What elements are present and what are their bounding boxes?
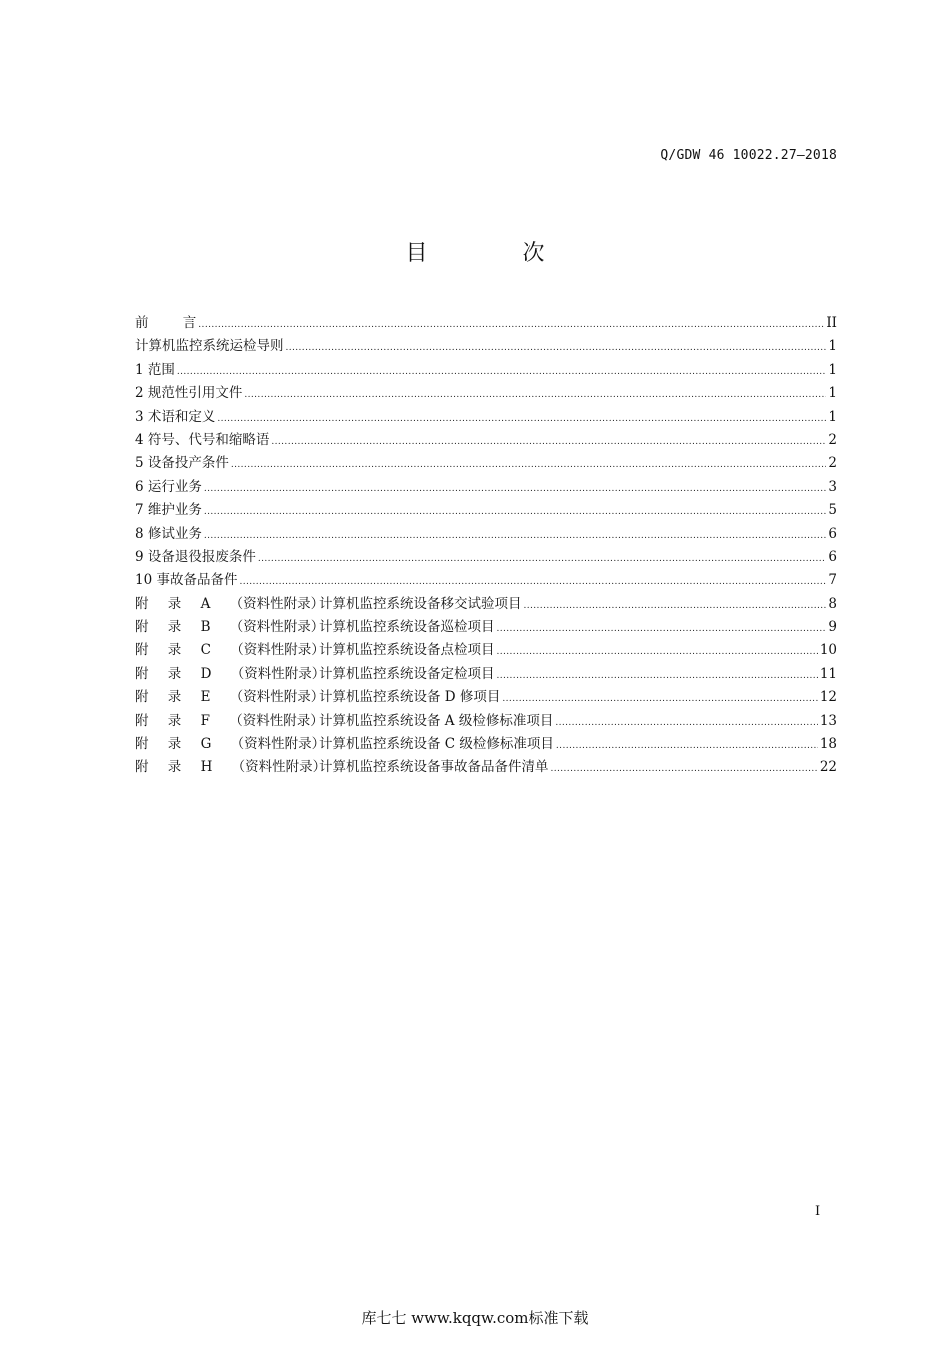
appendix-title: 计算机监控系统设备 D 修项目 <box>319 689 501 706</box>
toc-entry-label <box>135 662 495 682</box>
toc-entry[interactable] <box>135 522 837 545</box>
toc-entry[interactable] <box>135 685 837 708</box>
toc-entry-page: 10 <box>819 642 837 659</box>
toc-dot-leader <box>497 624 827 634</box>
toc-entry[interactable] <box>135 709 837 732</box>
toc-dot-leader <box>556 741 818 751</box>
toc-entry-page: 3 <box>828 478 837 495</box>
appendix-prefix: 附 录 H （资料性附录） <box>135 759 327 776</box>
toc-dot-leader <box>204 531 827 541</box>
toc-entry-label: 9 设备退役报废条件 <box>135 548 256 565</box>
toc-entry[interactable] <box>135 568 837 591</box>
toc-entry[interactable] <box>135 475 837 498</box>
appendix-prefix: 附 录 A （资料性附录） <box>135 595 325 612</box>
toc-entry-page: 13 <box>819 712 837 729</box>
toc-dot-leader <box>231 460 827 470</box>
toc-dot-leader <box>177 367 827 377</box>
toc-entry[interactable] <box>135 732 837 755</box>
toc-entry-label: 6 运行业务 <box>135 478 202 495</box>
toc-entry[interactable] <box>135 615 837 638</box>
toc-entry[interactable] <box>135 498 837 521</box>
toc-entry-page: 11 <box>819 665 837 682</box>
toc-entry-page: II <box>826 315 837 331</box>
appendix-title: 计算机监控系统设备 A 级检修标准项目 <box>319 712 554 729</box>
appendix-title: 计算机监控系统设备事故备品备件清单 <box>319 759 549 776</box>
toc-entry[interactable] <box>135 755 837 778</box>
toc-dot-leader <box>524 601 827 611</box>
toc-dot-leader <box>239 577 826 587</box>
footer-watermark: 库七七 www.kqqw.com标准下载 <box>361 1309 589 1327</box>
toc-entry-label <box>135 638 495 658</box>
toc-entry-label: 1 范围 <box>135 361 175 378</box>
toc-entry[interactable] <box>135 662 837 685</box>
document-code: Q/GDW 46 10022.27—2018 <box>660 148 837 163</box>
toc-entry-label: 3 术语和定义 <box>135 408 216 425</box>
toc-entry-page: 1 <box>828 385 837 402</box>
toc-entry-page: 6 <box>828 548 837 565</box>
appendix-title: 计算机监控系统设备点检项目 <box>319 642 495 659</box>
toc-entry-page: 9 <box>828 619 837 636</box>
toc-entry[interactable] <box>135 451 837 474</box>
toc-entry-label <box>135 709 553 729</box>
toc-entry[interactable] <box>135 638 837 661</box>
toc-dot-leader <box>286 343 827 353</box>
appendix-title: 计算机监控系统设备定检项目 <box>319 665 495 682</box>
toc-entry-page: 8 <box>828 595 837 612</box>
appendix-prefix: 附 录 C （资料性附录） <box>135 642 325 659</box>
toc-title: 目 次 <box>405 241 589 266</box>
toc-dot-leader <box>502 694 817 704</box>
appendix-title: 计算机监控系统设备 C 级检修标准项目 <box>319 736 554 753</box>
toc-dot-leader <box>555 718 817 728</box>
toc-entry-page: 5 <box>828 502 837 519</box>
toc-entry-label: 前 言 <box>135 315 197 331</box>
appendix-prefix: 附 录 D （资料性附录） <box>135 665 326 682</box>
toc-entry-label: 计算机监控系统运检导则 <box>135 338 284 355</box>
toc-entry-label <box>135 592 522 612</box>
toc-entry[interactable] <box>135 428 837 451</box>
appendix-prefix: 附 录 E （资料性附录） <box>135 689 325 706</box>
toc-entry[interactable] <box>135 358 837 381</box>
toc-dot-leader <box>497 671 818 681</box>
toc-entry[interactable] <box>135 545 837 568</box>
toc-entry-label: 2 规范性引用文件 <box>135 385 243 402</box>
appendix-title: 计算机监控系统设备巡检项目 <box>319 619 495 636</box>
toc-entry[interactable] <box>135 405 837 428</box>
toc-entry-label <box>135 755 549 775</box>
appendix-prefix: 附 录 F （资料性附录） <box>135 712 324 729</box>
appendix-title: 计算机监控系统设备移交试验项目 <box>319 595 522 612</box>
toc-entry-label: 10 事故备品备件 <box>135 572 238 589</box>
toc-entry-page: 18 <box>819 736 837 753</box>
toc-entry-label: 5 设备投产条件 <box>135 455 229 472</box>
page-number: I <box>815 1204 821 1219</box>
toc-entry-page: 6 <box>828 525 837 542</box>
toc-entry-page: 1 <box>828 361 837 378</box>
toc-entry-label: 8 修试业务 <box>135 525 202 542</box>
toc-entry-page: 2 <box>828 431 837 448</box>
toc-dot-leader <box>271 437 826 447</box>
toc-dot-leader <box>198 320 824 330</box>
toc-dot-leader <box>204 484 827 494</box>
toc-dot-leader <box>244 390 826 400</box>
toc-dot-leader <box>551 764 818 774</box>
toc-entry-page: 12 <box>819 689 837 706</box>
toc-entry-label <box>135 615 495 635</box>
toc-entry[interactable] <box>135 334 837 357</box>
toc-entry-label: 4 符号、代号和缩略语 <box>135 431 270 448</box>
toc-dot-leader <box>217 414 826 424</box>
table-of-contents <box>135 311 837 779</box>
appendix-prefix: 附 录 B （资料性附录） <box>135 619 325 636</box>
toc-entry-page: 2 <box>828 455 837 472</box>
toc-entry-page: 7 <box>828 572 837 589</box>
toc-entry[interactable] <box>135 311 837 334</box>
toc-entry[interactable] <box>135 592 837 615</box>
toc-dot-leader <box>258 554 827 564</box>
toc-dot-leader <box>204 507 827 517</box>
toc-entry-page: 22 <box>819 759 837 776</box>
toc-entry-label <box>135 685 500 705</box>
toc-entry-page: 1 <box>828 408 837 425</box>
toc-entry-label <box>135 732 554 752</box>
toc-dot-leader <box>497 647 818 657</box>
toc-entry[interactable] <box>135 381 837 404</box>
toc-entry-page: 1 <box>828 338 837 355</box>
appendix-prefix: 附 录 G （资料性附录） <box>135 736 326 753</box>
toc-entry-label: 7 维护业务 <box>135 502 202 519</box>
